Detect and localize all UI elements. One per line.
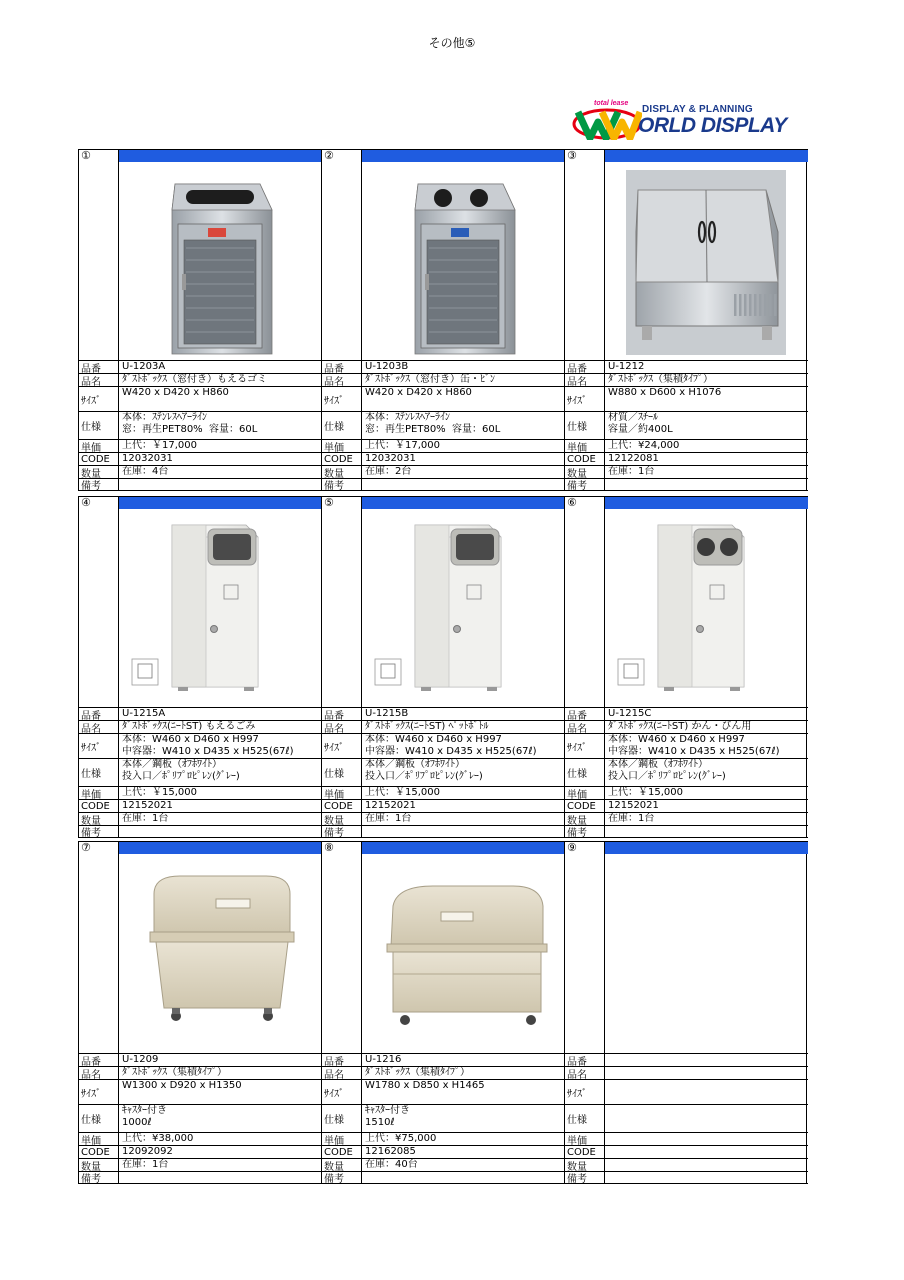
spec-value-size: 本体：W460 x D460 x H997 中容器：W410 x D435 x H525(67ℓ) [122, 734, 294, 757]
spec-value-code: 12152021 [608, 800, 659, 811]
spec-row-name [79, 721, 322, 734]
spec-label-note: 備考 [79, 1172, 119, 1183]
spec-label-note: 備考 [79, 479, 119, 490]
spec-row-name [322, 1067, 565, 1080]
spec-row-name [565, 721, 808, 734]
spec-label-spec: 仕様 [565, 1105, 605, 1132]
spec-label-note: 備考 [322, 826, 362, 837]
spec-row-spec [79, 1105, 322, 1133]
spec-label-number: 品番 [565, 1054, 605, 1066]
spec-value-code: 12122081 [608, 453, 659, 464]
spec-label-spec: 仕様 [322, 1105, 362, 1132]
spec-row-code [79, 453, 322, 466]
spec-value-name: ﾀﾞｽﾄﾎﾞｯｸｽ(ﾆｰﾄST) ﾍﾟｯﾄﾎﾞﾄﾙ [365, 721, 489, 732]
spec-label-number: 品番 [79, 361, 119, 373]
steel-collection-box-image [606, 162, 806, 361]
spec-value-code: 12162085 [365, 1146, 416, 1157]
spec-row-qty [79, 813, 322, 826]
company-logo [572, 100, 808, 142]
spec-label-code: CODE [565, 800, 605, 812]
spec-row-code [322, 800, 565, 813]
spec-label-name: 品名 [79, 1067, 119, 1079]
spec-label-number: 品番 [79, 1054, 119, 1066]
product-header [322, 149, 565, 162]
product-header [322, 841, 565, 854]
product-header [79, 841, 322, 854]
product-photo-cell [322, 162, 565, 361]
header-color-bar [362, 497, 565, 509]
spec-label-spec: 仕様 [565, 759, 605, 786]
spec-value-name [606, 1067, 808, 1079]
spec-row-size [322, 734, 565, 759]
spec-label-number: 品番 [322, 1054, 362, 1066]
spec-label-price: 単価 [79, 787, 119, 799]
spec-row-size [322, 1080, 565, 1105]
spec-row-code [565, 453, 808, 466]
spec-value-number: U-1212 [608, 361, 645, 372]
spec-value-note [606, 826, 808, 837]
spec-label-note: 備考 [322, 479, 362, 490]
photo-label-cell [79, 509, 119, 707]
spec-value-qty: 在庫：1台 [365, 813, 412, 824]
product-card [78, 841, 321, 1184]
spec-label-name: 品名 [565, 721, 605, 733]
spec-label-qty: 数量 [322, 1159, 362, 1171]
spec-row-size [565, 734, 808, 759]
spec-value-price: 上代：￥15,000 [608, 787, 683, 798]
spec-label-qty: 数量 [565, 1159, 605, 1171]
spec-value-note [606, 1172, 808, 1183]
spec-row-name [565, 1067, 808, 1080]
spec-label-qty: 数量 [565, 813, 605, 825]
spec-row-name [79, 374, 322, 387]
header-color-bar [119, 842, 322, 854]
spec-row-spec [565, 1105, 808, 1133]
spec-label-spec: 仕様 [79, 759, 119, 786]
spec-row-qty [565, 1159, 808, 1172]
spec-value-qty: 在庫：1台 [122, 813, 169, 824]
spec-row-code [565, 1146, 808, 1159]
spec-value-spec [606, 1105, 808, 1132]
spec-label-spec: 仕様 [322, 759, 362, 786]
spec-value-code: 12092092 [122, 1146, 173, 1157]
spec-value-price: 上代：￥17,000 [122, 440, 197, 451]
product-card [564, 841, 807, 1184]
spec-value-price: 上代：¥24,000 [608, 440, 680, 451]
spec-value-note [363, 826, 565, 837]
spec-value-price: 上代：¥75,000 [365, 1133, 437, 1144]
spec-value-name: ﾀﾞｽﾄﾎﾞｯｸｽ(ﾆｰﾄST) もえるごみ [122, 721, 256, 732]
spec-row-price [565, 787, 808, 800]
steel-dust-box-image [363, 162, 563, 361]
spec-row-price [565, 1133, 808, 1146]
product-index: ⑨ [565, 842, 605, 854]
spec-value-qty: 在庫：1台 [608, 813, 655, 824]
spec-value-spec: ｷｬｽﾀｰ付き 1510ℓ [365, 1105, 410, 1128]
spec-value-number: U-1203B [365, 361, 409, 372]
spec-row-spec [565, 412, 808, 440]
spec-row-price [565, 440, 808, 453]
spec-value-note [606, 479, 808, 490]
spec-label-qty: 数量 [565, 466, 605, 478]
product-card [78, 496, 321, 838]
spec-row-qty [322, 1159, 565, 1172]
spec-label-note: 備考 [322, 1172, 362, 1183]
spec-value-name: ﾀﾞｽﾄﾎﾞｯｸｽ（窓付き）もえるゴミ [122, 374, 267, 385]
spec-value-name: ﾀﾞｽﾄﾎﾞｯｸｽ（窓付き）缶・ﾋﾞﾝ [365, 374, 495, 385]
spec-row-number [565, 1054, 808, 1067]
spec-row-number [79, 361, 322, 374]
spec-value-number: U-1216 [365, 1054, 402, 1065]
spec-row-spec [79, 759, 322, 787]
spec-label-code: CODE [79, 800, 119, 812]
spec-row-size [79, 1080, 322, 1105]
spec-label-name: 品名 [565, 1067, 605, 1079]
product-index: ③ [565, 150, 605, 162]
spec-row-spec [322, 759, 565, 787]
spec-label-price: 単価 [322, 1133, 362, 1145]
spec-label-number: 品番 [322, 361, 362, 373]
spec-label-code: CODE [322, 1146, 362, 1158]
product-index: ⑥ [565, 497, 605, 509]
product-block-row [78, 149, 807, 491]
spec-label-size: ｻｲｽﾞ [565, 1080, 605, 1104]
spec-label-size: ｻｲｽﾞ [79, 734, 119, 758]
spec-row-name [322, 721, 565, 734]
product-photo-cell [565, 162, 808, 361]
spec-row-note [79, 826, 322, 838]
spec-value-spec: 本体：ｽﾃﾝﾚｽﾍｱｰﾗｲﾝ 窓：再生PET80% 容量：60L [365, 412, 501, 435]
spec-label-note: 備考 [565, 1172, 605, 1183]
spec-value-code: 12152021 [365, 800, 416, 811]
product-photo-cell [79, 854, 322, 1054]
header-color-bar [362, 150, 565, 162]
spec-row-number [565, 708, 808, 721]
spec-row-note [565, 1172, 808, 1184]
spec-label-code: CODE [79, 1146, 119, 1158]
spec-value-size: W880 x D600 x H1076 [608, 387, 722, 398]
product-header [565, 149, 808, 162]
spec-value-name: ﾀﾞｽﾄﾎﾞｯｸｽ（集積ﾀｲﾌﾟ） [122, 1067, 227, 1078]
spec-label-name: 品名 [79, 721, 119, 733]
spec-label-qty: 数量 [322, 813, 362, 825]
spec-row-code [79, 1146, 322, 1159]
spec-value-qty [606, 1159, 808, 1171]
spec-row-note [322, 826, 565, 838]
spec-row-note [322, 1172, 565, 1184]
spec-row-price [322, 440, 565, 453]
spec-label-spec: 仕様 [565, 412, 605, 439]
beige-collection-cart-image [363, 854, 563, 1053]
spec-value-code [606, 1146, 808, 1158]
spec-row-note [322, 479, 565, 491]
spec-value-number: U-1215B [365, 708, 409, 719]
spec-row-spec [322, 412, 565, 440]
page-title: その他⑤ [428, 36, 476, 50]
spec-value-code: 12032031 [365, 453, 416, 464]
spec-row-price [322, 787, 565, 800]
spec-label-size: ｻｲｽﾞ [322, 1080, 362, 1104]
spec-row-code [565, 800, 808, 813]
product-photo-cell [565, 854, 808, 1054]
spec-label-qty: 数量 [79, 1159, 119, 1171]
white-dust-box-image [606, 509, 806, 708]
spec-row-code [322, 1146, 565, 1159]
spec-row-number [79, 708, 322, 721]
spec-row-note [565, 826, 808, 838]
spec-value-number: U-1203A [122, 361, 166, 372]
product-index: ⑦ [79, 842, 119, 854]
spec-value-spec: 本体／鋼板（ｵﾌﾎﾜｲﾄ） 投入口／ﾎﾟﾘﾌﾟﾛﾋﾟﾚﾝ(ｸﾞﾚｰ) [365, 759, 483, 782]
spec-value-size: 本体：W460 x D460 x H997 中容器：W410 x D435 x H525(67ℓ) [608, 734, 780, 757]
spec-value-size [606, 1080, 808, 1104]
spec-row-qty [322, 466, 565, 479]
product-header [565, 496, 808, 509]
spec-label-spec: 仕様 [79, 412, 119, 439]
spec-label-name: 品名 [79, 374, 119, 386]
spec-row-qty [322, 813, 565, 826]
logo-world-display: ORLD DISPLAY [638, 114, 787, 137]
spec-value-code: 12152021 [122, 800, 173, 811]
spec-label-name: 品名 [322, 1067, 362, 1079]
product-block-row [78, 496, 807, 838]
spec-label-name: 品名 [565, 374, 605, 386]
product-photo-cell [79, 509, 322, 708]
spec-label-price: 単価 [322, 440, 362, 452]
product-index: ② [322, 150, 362, 162]
header-color-bar [605, 842, 808, 854]
spec-label-note: 備考 [79, 826, 119, 837]
spec-value-size: 本体：W460 x D460 x H997 中容器：W410 x D435 x H525(67ℓ) [365, 734, 537, 757]
spec-row-price [322, 1133, 565, 1146]
spec-value-note [120, 826, 322, 837]
spec-label-qty: 数量 [79, 813, 119, 825]
product-photo-cell [565, 509, 808, 708]
spec-label-code: CODE [322, 453, 362, 465]
header-color-bar [119, 497, 322, 509]
product-header [565, 841, 808, 854]
spec-value-number: U-1215A [122, 708, 166, 719]
product-card [321, 496, 564, 838]
spec-value-qty: 在庫：4台 [122, 466, 169, 477]
spec-row-note [565, 479, 808, 491]
photo-label-cell [322, 509, 362, 707]
spec-value-spec: 本体／鋼板（ｵﾌﾎﾜｲﾄ） 投入口／ﾎﾟﾘﾌﾟﾛﾋﾟﾚﾝ(ｸﾞﾚｰ) [608, 759, 726, 782]
spec-label-number: 品番 [79, 708, 119, 720]
spec-label-name: 品名 [322, 721, 362, 733]
product-header [322, 496, 565, 509]
photo-label-cell [79, 162, 119, 360]
logo-display-planning: DISPLAY & PLANNING [642, 104, 753, 115]
spec-label-code: CODE [322, 800, 362, 812]
spec-label-note: 備考 [565, 826, 605, 837]
spec-value-qty: 在庫：1台 [122, 1159, 169, 1170]
spec-value-price [606, 1133, 808, 1145]
product-card [321, 149, 564, 491]
header-color-bar [119, 150, 322, 162]
white-dust-box-image [363, 509, 563, 708]
photo-label-cell [565, 162, 605, 360]
product-photo-cell [322, 854, 565, 1054]
product-index: ④ [79, 497, 119, 509]
spec-row-spec [79, 412, 322, 440]
spec-label-spec: 仕様 [322, 412, 362, 439]
product-card [564, 496, 807, 838]
spec-value-note [120, 1172, 322, 1183]
spec-label-number: 品番 [565, 361, 605, 373]
spec-row-name [565, 374, 808, 387]
spec-value-spec: ｷｬｽﾀｰ付き 1000ℓ [122, 1105, 167, 1128]
product-card [78, 149, 321, 491]
spec-value-size: W1780 x D850 x H1465 [365, 1080, 485, 1091]
spec-row-size [79, 734, 322, 759]
spec-label-price: 単価 [79, 1133, 119, 1145]
spec-row-number [565, 361, 808, 374]
photo-label-cell [565, 854, 605, 1053]
spec-value-name: ﾀﾞｽﾄﾎﾞｯｸｽ(ﾆｰﾄST) かん・びん用 [608, 721, 752, 732]
spec-value-note [363, 479, 565, 490]
spec-row-spec [565, 759, 808, 787]
spec-row-qty [79, 466, 322, 479]
spec-label-price: 単価 [322, 787, 362, 799]
spec-label-code: CODE [565, 1146, 605, 1158]
product-index: ① [79, 150, 119, 162]
spec-row-note [79, 479, 322, 491]
spec-value-number: U-1215C [608, 708, 652, 719]
spec-row-code [79, 800, 322, 813]
spec-label-spec: 仕様 [79, 1105, 119, 1132]
spec-label-size: ｻｲｽﾞ [79, 1080, 119, 1104]
product-photo-cell [79, 162, 322, 361]
spec-value-price: 上代：￥15,000 [122, 787, 197, 798]
white-dust-box-image [120, 509, 320, 708]
product-index: ⑤ [322, 497, 362, 509]
header-color-bar [605, 497, 808, 509]
spec-value-price: 上代：￥15,000 [365, 787, 440, 798]
spec-value-note [120, 479, 322, 490]
product-block-row [78, 841, 807, 1184]
spec-value-size: W1300 x D920 x H1350 [122, 1080, 242, 1091]
product-card [564, 149, 807, 491]
product-card [321, 841, 564, 1184]
logo-total-lease: total lease [594, 100, 629, 107]
spec-row-qty [79, 1159, 322, 1172]
spec-label-price: 単価 [565, 787, 605, 799]
spec-label-number: 品番 [322, 708, 362, 720]
spec-value-price: 上代：¥38,000 [122, 1133, 194, 1144]
spec-row-number [322, 1054, 565, 1067]
spec-value-code: 12032031 [122, 453, 173, 464]
spec-label-price: 単価 [79, 440, 119, 452]
photo-label-cell [322, 162, 362, 360]
spec-value-spec: 本体／鋼板（ｵﾌﾎﾜｲﾄ） 投入口／ﾎﾟﾘﾌﾟﾛﾋﾟﾚﾝ(ｸﾞﾚｰ) [122, 759, 240, 782]
spec-label-price: 単価 [565, 1133, 605, 1145]
spec-row-note [79, 1172, 322, 1184]
photo-label-cell [322, 854, 362, 1053]
spec-row-qty [565, 466, 808, 479]
spec-row-number [79, 1054, 322, 1067]
spec-row-number [322, 361, 565, 374]
spec-label-name: 品名 [322, 374, 362, 386]
steel-dust-box-image [120, 162, 320, 361]
spec-value-note [363, 1172, 565, 1183]
spec-row-number [322, 708, 565, 721]
spec-label-code: CODE [79, 453, 119, 465]
spec-value-size: W420 x D420 x H860 [365, 387, 472, 398]
spec-row-size [322, 387, 565, 412]
spec-label-size: ｻｲｽﾞ [322, 734, 362, 758]
spec-row-size [79, 387, 322, 412]
spec-value-price: 上代：￥17,000 [365, 440, 440, 451]
spec-label-price: 単価 [565, 440, 605, 452]
spec-row-spec [322, 1105, 565, 1133]
spec-row-qty [565, 813, 808, 826]
spec-row-name [79, 1067, 322, 1080]
spec-value-qty: 在庫：1台 [608, 466, 655, 477]
spec-value-spec: 材質／ｽﾁｰﾙ 容量／約400L [608, 412, 673, 435]
spec-label-size: ｻｲｽﾞ [565, 387, 605, 411]
spec-value-number: U-1209 [122, 1054, 159, 1065]
spec-value-qty: 在庫：40台 [365, 1159, 418, 1170]
header-color-bar [362, 842, 565, 854]
spec-row-price [79, 1133, 322, 1146]
spec-label-qty: 数量 [322, 466, 362, 478]
spec-label-size: ｻｲｽﾞ [322, 387, 362, 411]
spec-value-name: ﾀﾞｽﾄﾎﾞｯｸｽ（集積ﾀｲﾌﾟ） [365, 1067, 470, 1078]
spec-row-name [322, 374, 565, 387]
spec-row-price [79, 440, 322, 453]
spec-row-price [79, 787, 322, 800]
spec-label-code: CODE [565, 453, 605, 465]
spec-value-size: W420 x D420 x H860 [122, 387, 229, 398]
photo-label-cell [565, 509, 605, 707]
product-photo-cell [322, 509, 565, 708]
product-header [79, 149, 322, 162]
w-logo-icon [572, 106, 642, 140]
spec-value-number [606, 1054, 808, 1066]
spec-value-name: ﾀﾞｽﾄﾎﾞｯｸｽ（集積ﾀｲﾌﾟ） [608, 374, 713, 385]
spec-value-spec: 本体：ｽﾃﾝﾚｽﾍｱｰﾗｲﾝ 窓：再生PET80% 容量：60L [122, 412, 258, 435]
spec-label-qty: 数量 [79, 466, 119, 478]
spec-row-size [565, 387, 808, 412]
spec-label-number: 品番 [565, 708, 605, 720]
spec-label-size: ｻｲｽﾞ [565, 734, 605, 758]
spec-value-qty: 在庫：2台 [365, 466, 412, 477]
product-index: ⑧ [322, 842, 362, 854]
beige-collection-cart-image [120, 854, 320, 1053]
spec-row-code [322, 453, 565, 466]
header-color-bar [605, 150, 808, 162]
photo-label-cell [79, 854, 119, 1053]
spec-row-size [565, 1080, 808, 1105]
product-header [79, 496, 322, 509]
spec-label-note: 備考 [565, 479, 605, 490]
spec-label-size: ｻｲｽﾞ [79, 387, 119, 411]
